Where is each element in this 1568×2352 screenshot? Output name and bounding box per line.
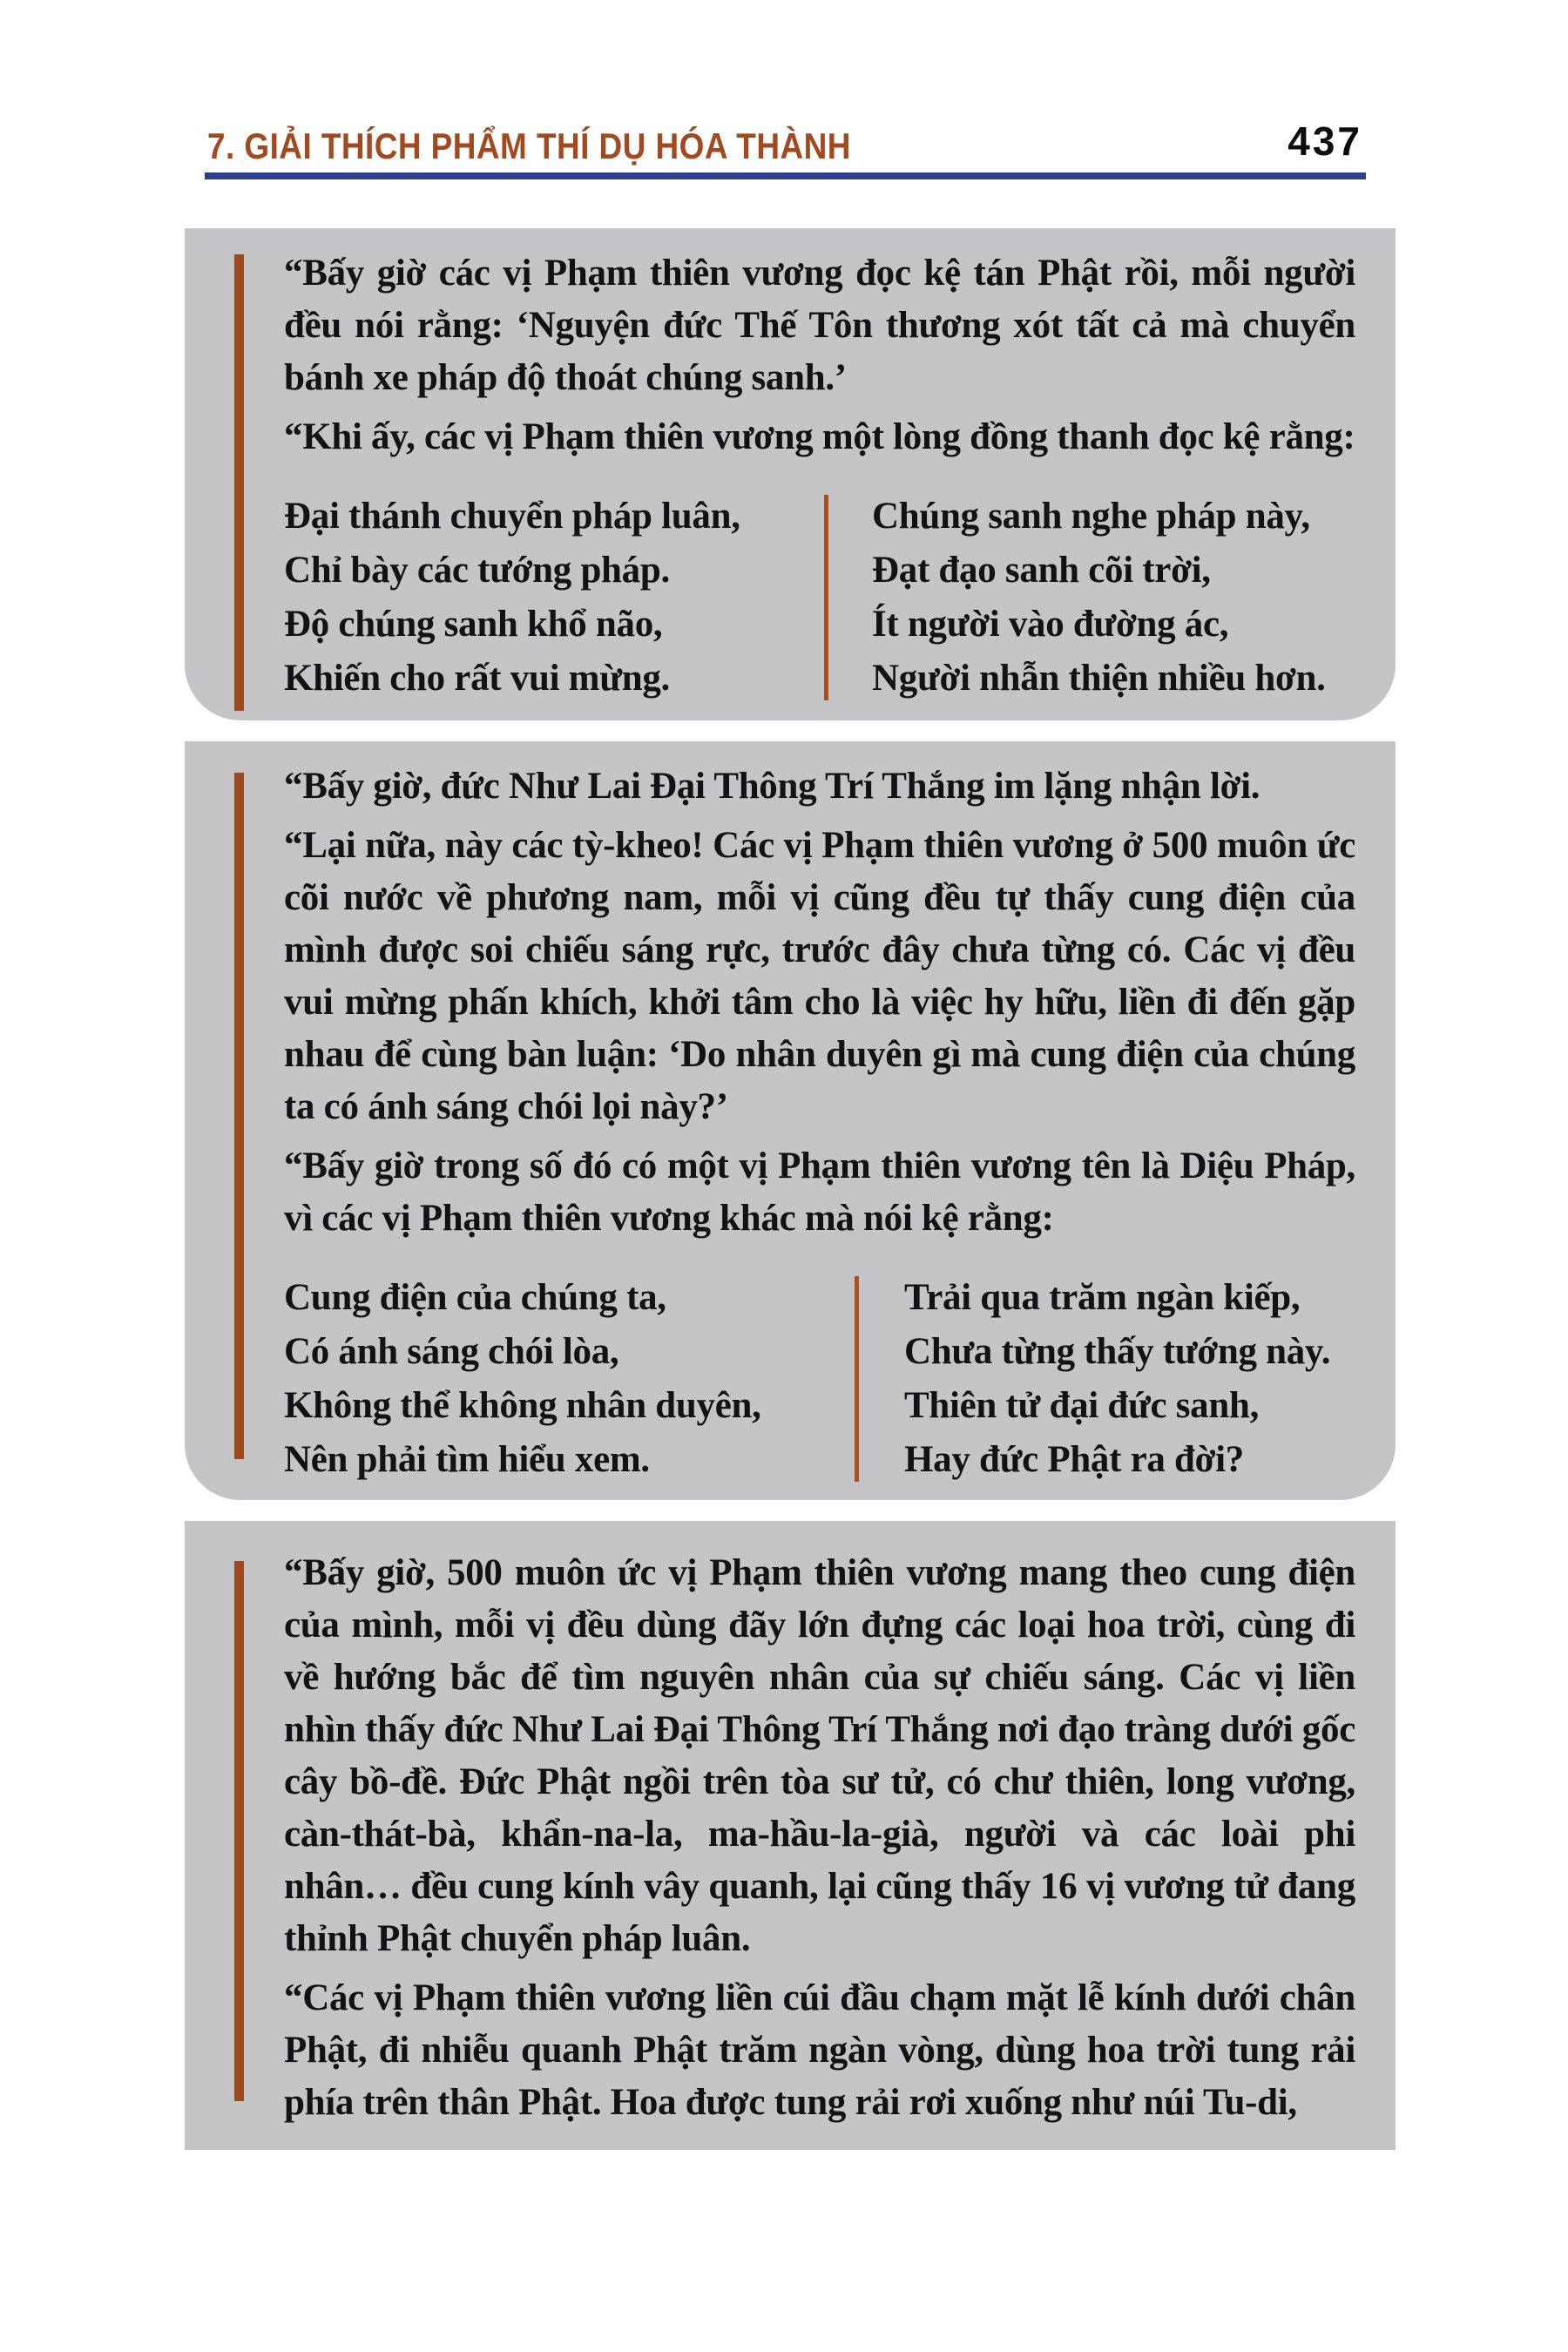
verse-line: Chỉ bày các tướng pháp. bbox=[284, 550, 670, 591]
quote-block-2-content bbox=[284, 760, 1355, 1487]
chapter-title: 7. GIẢI THÍCH PHẨM THÍ DỤ HÓA THÀNH bbox=[207, 125, 851, 166]
verse bbox=[284, 490, 1355, 706]
paragraph: “Bấy giờ các vị Phạm thiên vương đọc kệ tán Phật rồi, mỗi người đều nói rằng: ‘Nguyện đức Thế Tôn thương xót tất cả mà chuyển bánh xe pháp độ thoát chúng sanh.’ bbox=[284, 253, 1355, 398]
quote-block-1-content bbox=[284, 247, 1355, 706]
paragraph: “Các vị Phạm thiên vương liền cúi đầu chạm mặt lễ kính dưới chân Phật, đi nhiễu quanh Phật trăm ngàn vòng, dùng hoa trời tung rải phía trên thân Phật. Hoa được tung rải rơi xuống như núi Tu-di, bbox=[284, 1977, 1355, 2123]
quote-block-1 bbox=[185, 228, 1396, 720]
verse-line: Đạt đạo sanh cõi trời, bbox=[872, 550, 1211, 591]
verse-line: Trải qua trăm ngàn kiếp, bbox=[904, 1277, 1301, 1318]
verse-right-column bbox=[859, 1271, 1355, 1487]
verse bbox=[284, 1271, 1355, 1487]
verse-line: Hay đức Phật ra đời? bbox=[904, 1439, 1245, 1480]
paragraph: “Bấy giờ, đức Như Lai Đại Thông Trí Thắng im lặng nhận lời. bbox=[284, 766, 1260, 807]
verse-line: Khiến cho rất vui mừng. bbox=[284, 658, 670, 699]
paragraph: “Bấy giờ, 500 muôn ức vị Phạm thiên vương mang theo cung điện của mình, mỗi vị đều dùng đãy lớn đựng các loại hoa trời, cùng đi về hướng bắc để tìm nguyên nhân của sự chiếu sáng. Các vị liền nhìn thấy đức Như Lai Đại Thông Trí Thắng nơi đạo tràng dưới gốc cây bồ-đề. Đức Phật ngồi trên tòa sư tử, có chư thiên, long vương, càn-thát-bà, khẩn-na-la, ma-hầu-la-già, người và các loài phi nhân… đều cung kính vây quanh, lại cũng thấy 16 vị vương tử đang thỉnh Phật chuyển pháp luân. bbox=[284, 1552, 1355, 1959]
page-number: 437 bbox=[1288, 118, 1362, 164]
paragraph: “Lại nữa, này các tỳ-kheo! Các vị Phạm thiên vương ở 500 muôn ức cõi nước về phương nam, mỗi vị cũng đều tự thấy cung điện của mình được soi chiếu sáng rực, trước đây chưa từng có. Các vị đều vui mừng phấn khích, khởi tâm cho là việc hy hữu, liền đi đến gặp nhau để cùng bàn luận: ‘Do nhân duyên gì mà cung điện của chúng ta có ánh sáng chói lọi này?’ bbox=[284, 825, 1355, 1127]
quote-bar bbox=[234, 254, 244, 711]
header-rule bbox=[205, 172, 1366, 179]
verse-line: Thiên tử đại đức sanh, bbox=[904, 1385, 1260, 1426]
quote-block-3-content bbox=[284, 1547, 1355, 2129]
verse-line: Đại thánh chuyển pháp luân, bbox=[284, 496, 740, 537]
verse-line: Người nhẫn thiện nhiều hơn. bbox=[872, 658, 1326, 699]
verse-line: Nên phải tìm hiểu xem. bbox=[284, 1439, 650, 1480]
verse-line: Chúng sanh nghe pháp này, bbox=[872, 496, 1310, 537]
quote-block-3 bbox=[185, 1521, 1396, 2150]
verse-line: Cung điện của chúng ta, bbox=[284, 1277, 666, 1318]
quote-block-2 bbox=[185, 741, 1396, 1500]
verse-line: Có ánh sáng chói lòa, bbox=[284, 1331, 619, 1372]
quote-bar bbox=[234, 1561, 244, 2101]
paragraph: “Bấy giờ trong số đó có một vị Phạm thiên vương tên là Diệu Pháp, vì các vị Phạm thiên vương khác mà nói kệ rằng: bbox=[284, 1146, 1355, 1239]
verse-line: Độ chúng sanh khổ não, bbox=[284, 604, 663, 645]
verse-left-column bbox=[284, 1271, 855, 1487]
verse-line: Ít người vào đường ác, bbox=[872, 604, 1229, 645]
verse-line: Chưa từng thấy tướng này. bbox=[904, 1331, 1331, 1372]
quote-bar bbox=[234, 773, 244, 1459]
verse-right-column bbox=[828, 490, 1355, 706]
paragraph: “Khi ấy, các vị Phạm thiên vương một lòng đồng thanh đọc kệ rằng: bbox=[284, 416, 1355, 457]
verse-line: Không thể không nhân duyên, bbox=[284, 1385, 761, 1426]
verse-left-column bbox=[284, 490, 824, 706]
